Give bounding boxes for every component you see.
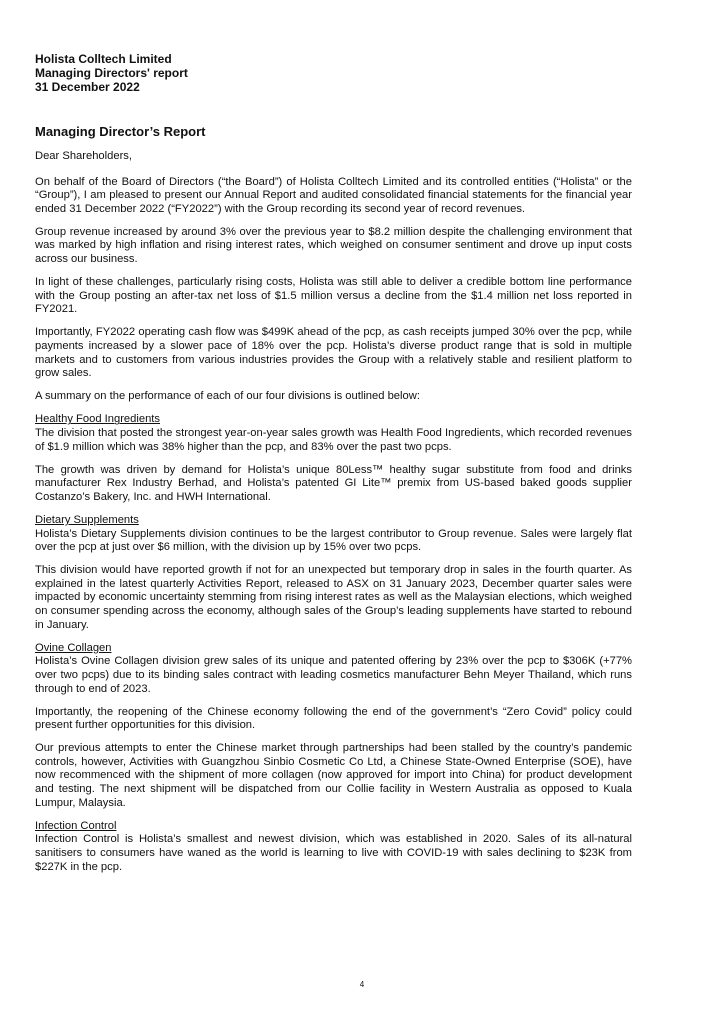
section-paragraph: This division would have reported growth if not for an unexpected but temporary drop in sales in the fourth quarter. As explained in the latest quarterly Activities Report, released to ASX on 31 January 2023, December quarter sales were impacted by economic uncertainty stemming from rising interest rates as well as the Malaysian elections, which weighed on consumer spending across the economy, although sales of the Group’s leading supplements have started to rebound in January. bbox=[35, 564, 632, 631]
report-date: 31 December 2022 bbox=[35, 80, 140, 94]
page-number: 4 bbox=[359, 980, 365, 989]
section-paragraph: Holista’s Ovine Collagen division grew sales of its unique and patented offering by 23% over the pcp to $306K (+77% over two pcps) due to its binding sales contract with leading cosmetics manufacturer Behn Meyer Thailand, which runs through to end of 2023. bbox=[35, 655, 632, 695]
company-name: Holista Colltech Limited bbox=[35, 52, 172, 66]
section-paragraph: The growth was driven by demand for Holista’s unique 80Less™ healthy sugar substitute from food and drinks manufacturer Rex Industry Berhad, and Holista’s patented GI Lite™ premix from US-based baked goods supplier Costanzo’s Bakery, Inc. and HWH International. bbox=[35, 463, 632, 503]
page-title: Managing Director’s Report bbox=[35, 124, 206, 139]
section-paragraph: Holista’s Dietary Supplements division continues to be the largest contributor to Group revenue. Sales were largely flat over the pcp at just over $6 million, with the division up by 15% over two pcps. bbox=[35, 527, 632, 554]
section-paragraph: The division that posted the strongest year-on-year sales growth was Health Food Ingredients, which recorded revenues of $1.9 million which was 38% higher than the pcp, and 83% over the past two pcps. bbox=[35, 427, 632, 453]
greeting: Dear Shareholders, bbox=[35, 150, 133, 162]
section-heading-infection-control: Infection Control bbox=[35, 819, 117, 832]
intro-paragraph: In light of these challenges, particularly rising costs, Holista was still able to deliver a credible bottom line performance with the Group posting an after-tax net loss of $1.5 million versus a decline from the $1.4 million net loss reported in FY2021. bbox=[35, 276, 632, 316]
section-paragraph: Our previous attempts to enter the Chinese market through partnerships had been stalled by the country’s pandemic controls, however, Activities with Guangzhou Sinbio Cosmetic Co Ltd, a Chinese State-Owned Enterprise (SOE), have now recommenced with the shipment of more collagen (now approved for import into China) for product development and testing. The next shipment will be dispatched from our Collie facility in Western Australia as opposed to Kuala Lumpur, Malaysia. bbox=[35, 742, 632, 809]
section-paragraph: Infection Control is Holista’s smallest and newest division, which was established in 2020. Sales of its all-natural sanitisers to consumers have waned as the world is learning to live with COVID-19 with sales declining to $23K from $227K in the pcp. bbox=[35, 833, 632, 873]
intro-paragraph: Group revenue increased by around 3% over the previous year to $8.2 million despite the challenging environment that was marked by high inflation and rising interest rates, which weighed on consumer sentiment and drove up input costs across our business. bbox=[35, 225, 632, 266]
intro-paragraph: Importantly, FY2022 operating cash flow was $499K ahead of the pcp, as cash receipts jumped 30% over the pcp, while payments increased by a slower pace of 18% over the pcp. Holista’s diverse product range that is sold in multiple markets and to customers from various industries provides the Group with a relatively stable and resilient platform to grow sales. bbox=[35, 326, 632, 380]
intro-paragraph: On behalf of the Board of Directors (“the Board”) of Holista Colltech Limited and its controlled entities (“Holista” or the “Group”), I am pleased to present our Annual Report and audited consolidated financial statements for the financial year ended 31 December 2022 (“FY2022”) with the Group recording its second year of record revenues. bbox=[35, 175, 632, 215]
section-heading-healthy-food: Healthy Food Ingredients bbox=[35, 413, 161, 426]
report-name: Managing Directors' report bbox=[35, 66, 188, 80]
section-heading-ovine-collagen: Ovine Collagen bbox=[35, 641, 112, 654]
section-paragraph: Importantly, the reopening of the Chinese economy following the end of the government’s “Zero Covid” policy could present further opportunities for this division. bbox=[35, 705, 632, 732]
section-heading-dietary-supplements: Dietary Supplements bbox=[35, 513, 139, 526]
document-header bbox=[35, 52, 188, 94]
report-body bbox=[35, 124, 632, 884]
intro-paragraph: A summary on the performance of each of our four divisions is outlined below: bbox=[35, 390, 420, 403]
